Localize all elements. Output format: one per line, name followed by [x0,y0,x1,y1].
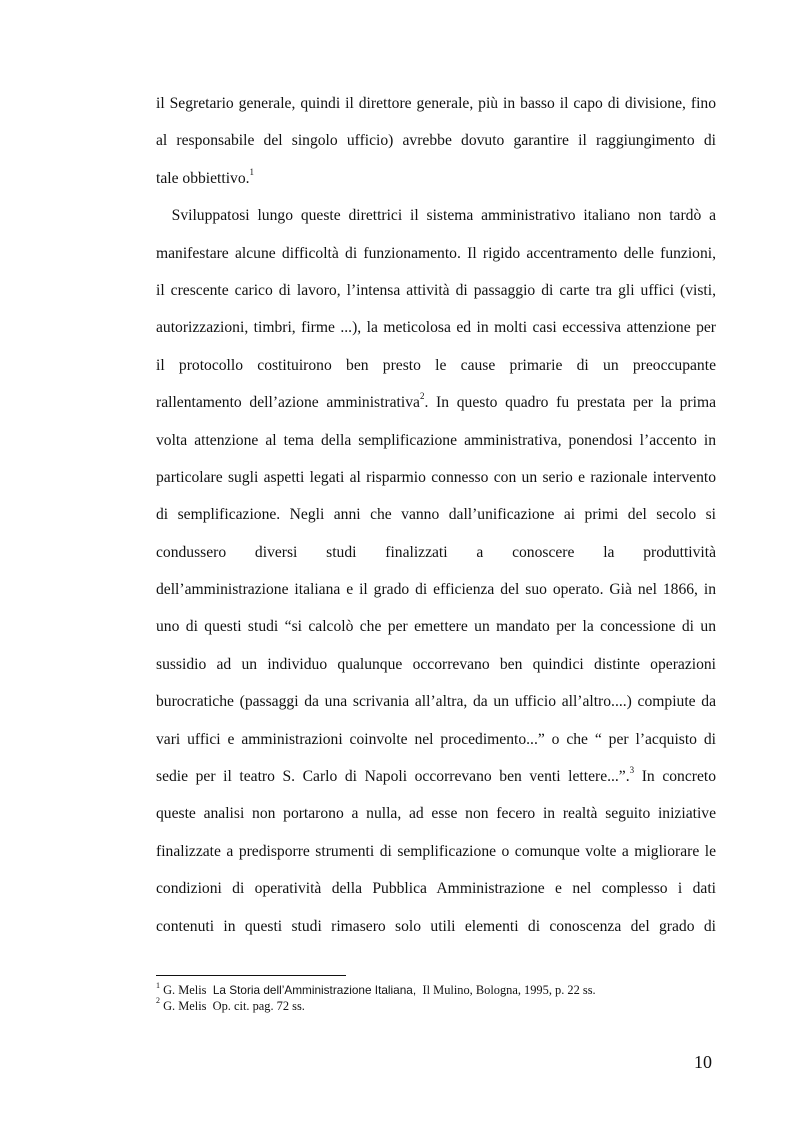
text-line: volta attenzione al tema della semplificazione amministrativa, ponendosi l’accento in [156,431,716,449]
footnote-ref: 3 [629,764,635,775]
text-line: burocratiche (passaggi da una scrivania all’altra, da un ufficio all’altro....) compiute da [156,693,716,711]
text-line: il Segretario generale, quindi il direttore generale, più in basso il capo di divisione, fino [156,95,716,112]
text-line: finalizzate a predisporre strumenti di semplificazione o comunque volte a migliorare le [156,842,716,860]
footnote-ref: 2 [419,390,425,401]
text-line: autorizzazioni, timbri, firme ...), la meticolosa ed in molti casi eccessiva attenzione per [156,319,716,337]
text-line: tale obbiettivo.$^1$ [156,166,255,187]
footnote-1: $^1$ G. Melis La Storia dell’Amministrazione Italiana, Il Mulino, Bologna, 1995, p. 22 ss. [156,980,596,997]
cited-title: La Storia dell’Amministrazione Italiana, [209,983,420,997]
page-number: 10 [694,1052,712,1072]
footnotes [156,980,716,1014]
text-line: manifestare alcune difficoltà di funzionamento. Il rigido accentramento delle funzioni, [156,244,716,262]
text-line: uno di questi studi “si calcolò che per emettere un mandato per la concessione di un [156,618,716,636]
footnote-2: $^2$ G. Melis Op. cit. pag. 72 ss. [156,996,305,1013]
text-line: queste analisi non portarono a nulla, ad esse non fecero in realtà seguito iniziative [156,805,716,823]
text-line: il protocollo costituirono ben presto le cause primarie di un preoccupante [156,356,716,374]
footnote-number: 1 [156,980,160,990]
text-line: particolare sugli aspetti legati al risparmio connesso con un serio e razionale intervento [156,468,716,486]
footnote-ref: 1 [249,166,255,177]
text-line: condizioni di operatività della Pubblica Amministrazione e nel complesso i dati [156,880,716,898]
footnote-separator [156,975,346,976]
text-line: vari uffici e amministrazioni coinvolte nel procedimento...” o che “ per l’acquisto di [156,730,716,748]
body-text [156,90,716,950]
text-line: sedie per il teatro S. Carlo di Napoli occorrevano ben venti lettere...”.$^3$ In concreto [156,764,716,786]
footnote-number: 2 [156,996,160,1006]
text-line: rallentamento dell’azione amministrativa$^2$. In questo quadro fu prestata per la prima [156,390,716,412]
text-line: contenuti in questi studi rimasero solo utili elementi di conoscenza del grado di [156,917,716,935]
text-line: dell’amministrazione italiana e il grado di efficienza del suo operato. Già nel 1866, in [156,581,716,599]
text-line: condussero diversi studi finalizzati a conoscere la produttività [156,543,716,561]
text-line: di semplificazione. Negli anni che vanno dall’unificazione ai primi del secolo si [156,506,716,524]
text-line: sussidio ad un individuo qualunque occorrevano ben quindici distinte operazioni [156,655,716,673]
text-line: al responsabile del singolo ufficio) avrebbe dovuto garantire il raggiungimento di [156,132,716,150]
text-line: il crescente carico di lavoro, l’intensa attività di passaggio di carte tra gli uffici (visti, [156,281,716,299]
text-line: Sviluppatosi lungo queste direttrici il sistema amministrativo italiano non tardò a [156,207,716,225]
